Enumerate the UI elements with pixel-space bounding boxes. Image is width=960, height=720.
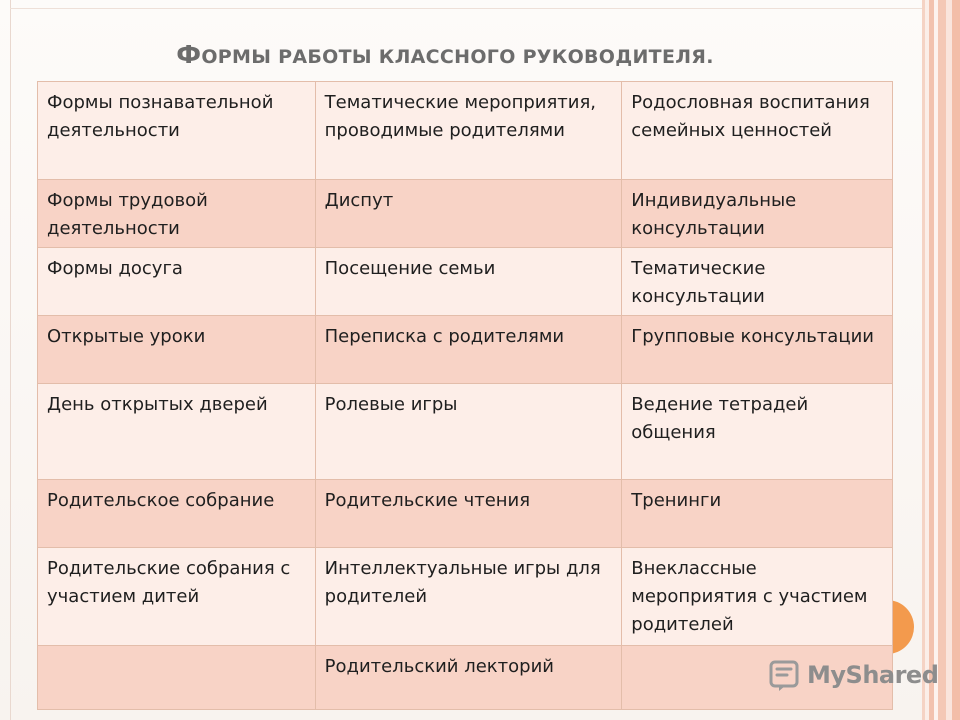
watermark-text: MyShared: [807, 661, 939, 689]
table-cell: Родословная воспитания семейных ценностей: [622, 82, 893, 180]
table-cell: Диспут: [315, 180, 622, 248]
slide-title-initial: Ф: [176, 40, 202, 69]
table-row: [38, 82, 893, 180]
table-row: [38, 248, 893, 316]
slide-frame-top-line: [10, 8, 935, 9]
table-cell: Тематические мероприятия, проводимые родителями: [315, 82, 622, 180]
table-row: [38, 480, 893, 548]
table-cell: Формы трудовой деятельности: [38, 180, 316, 248]
table-cell: Родительский лекторий: [315, 646, 622, 710]
table-cell: Интеллектуальные игры для родителей: [315, 548, 622, 646]
table-cell: День открытых дверей: [38, 384, 316, 480]
slide-frame-left-line: [10, 0, 11, 720]
table-row: [38, 548, 893, 646]
table-cell: Ведение тетрадей общения: [622, 384, 893, 480]
myshared-watermark: [767, 655, 938, 695]
table-cell: Групповые консультации: [622, 316, 893, 384]
myshared-logo-icon: [767, 657, 803, 693]
work-forms-table: [37, 81, 893, 710]
table-cell: Ролевые игры: [315, 384, 622, 480]
table-row: [38, 646, 893, 710]
table-cell: Тематические консультации: [622, 248, 893, 316]
table-cell: Родительские собрания с участием дитей: [38, 548, 316, 646]
table-cell: Формы познавательной деятельности: [38, 82, 316, 180]
table-row: [38, 180, 893, 248]
table-cell: Родительское собрание: [38, 480, 316, 548]
table-cell: Внеклассные мероприятия с участием родителей: [622, 548, 893, 646]
table-cell: Родительские чтения: [315, 480, 622, 548]
table-cell: [38, 646, 316, 710]
table-cell: Формы досуга: [38, 248, 316, 316]
table-cell: Индивидуальные консультации: [622, 180, 893, 248]
table-cell: Переписка с родителями: [315, 316, 622, 384]
table-row: [38, 316, 893, 384]
decorative-stripes: [922, 0, 960, 720]
slide-title: [0, 40, 890, 69]
table-cell: Тренинги: [622, 480, 893, 548]
table-cell: Открытые уроки: [38, 316, 316, 384]
table-row: [38, 384, 893, 480]
table-cell: Посещение семьи: [315, 248, 622, 316]
slide-title-rest: ОРМЫ РАБОТЫ КЛАССНОГО РУКОВОДИТЕЛЯ.: [201, 46, 714, 68]
